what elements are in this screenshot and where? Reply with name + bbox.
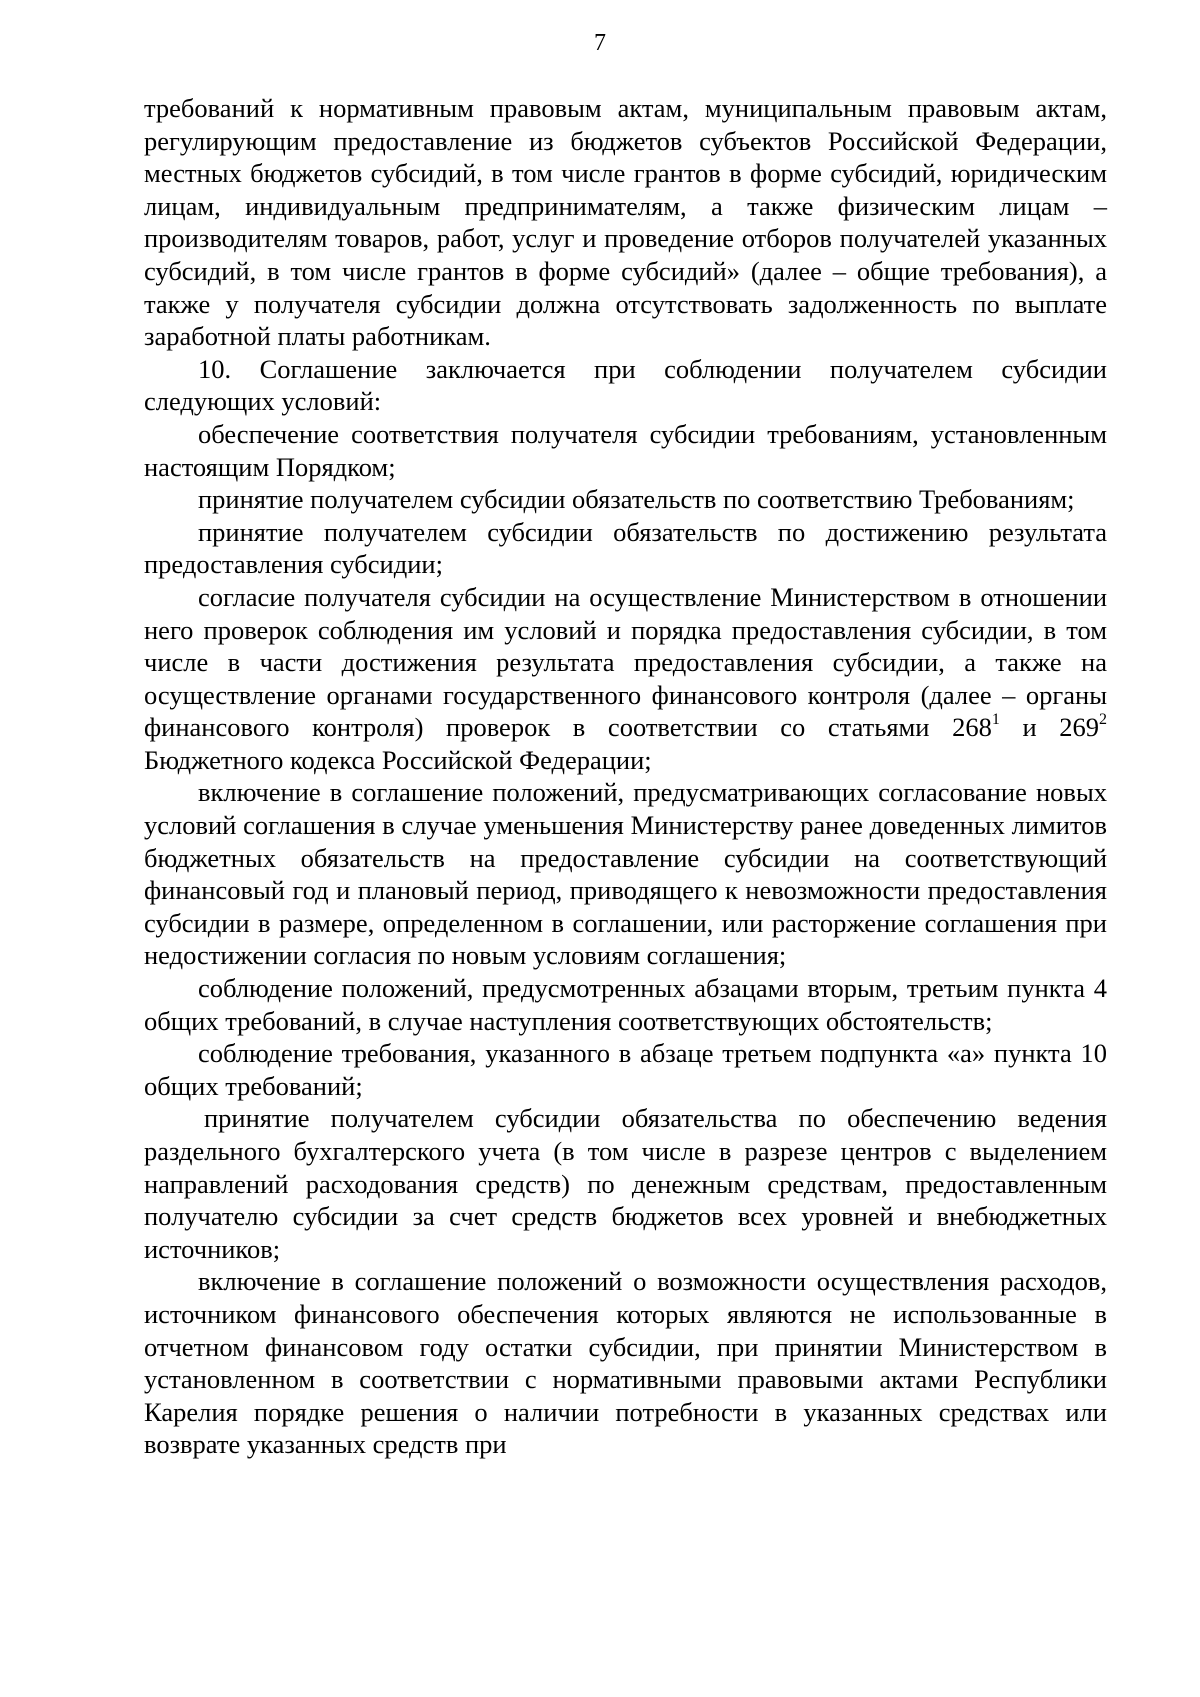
paragraph-condition-clause-10: соблюдение требования, указанного в абзаце третьем подпункта «а» пункта 10 общих требований; — [144, 1038, 1107, 1101]
page-number: 7 — [594, 30, 606, 56]
audit-consent-text: согласие получателя субсидии на осуществление Министерством в отношении него проверок соблюдения им условий и порядка предоставления субсидии, в том числе в части достижения результата предоставления субсидии, а также на осуществление органами государственного финансового контроля (далее – органы финансового контроля) проверок в соответствии со статьями 268 — [144, 581, 1107, 743]
paragraph-condition-audit-consent — [144, 581, 1107, 777]
paragraph-condition-result: принятие получателем субсидии обязательств по достижению результата предоставления субсидии; — [144, 516, 1107, 580]
superscript-2: 2 — [1099, 711, 1107, 729]
paragraph-condition-remaining-funds: включение в соглашение положений о возможности осуществления расходов, источником финансового обеспечения которых являются не использованные в отчетном финансовом году остатки субсидии, при принятии Министерством в установленном в соответствии с нормативными правовыми актами Республики Карелия порядке решения о наличии потребности в указанных средствах или возврате указанных средств при — [144, 1266, 1107, 1460]
paragraph-item-10: 10. Соглашение заключается при соблюдении получателем субсидии следующих условий: — [144, 353, 1107, 417]
document-body — [144, 92, 1107, 1461]
audit-consent-text-middle: и 269 — [999, 712, 1099, 743]
paragraph-condition-clause-4: соблюдение положений, предусмотренных абзацами вторым, третьим пункта 4 общих требований, в случае наступления соответствующих обстоятельств; — [144, 973, 1107, 1036]
audit-consent-text-end: Бюджетного кодекса Российской Федерации; — [144, 744, 652, 775]
paragraph-continuation: требований к нормативным правовым актам, муниципальным правовым актам, регулирующим предоставление из бюджетов субъектов Российской Федерации, местных бюджетов субсидий, в том числе грантов в форме субсидий, юридическим лицам, индивидуальным предпринимателям, а также физическим лицам – производителям товаров, работ, услуг и проведение отборов получателей указанных субсидий, в том числе грантов в форме субсидий» (далее – общие требования), а также у получателя субсидии должна отсутствовать задолженность по выплате заработной платы работникам. — [144, 93, 1107, 352]
superscript-1: 1 — [991, 711, 1000, 729]
paragraph-condition-requirements: принятие получателем субсидии обязательств по соответствию Требованиям; — [198, 484, 1075, 515]
paragraph-condition-new-terms: включение в соглашение положений, предусматривающих согласование новых условий соглашения в случае уменьшения Министерству ранее доведенных лимитов бюджетных обязательств на предоставление субсидии на соответствующий финансовый год и плановый период, приводящего к невозможности предоставления субсидии в размере, определенном в соглашении, или расторжение соглашения при недостижении согласия по новым условиям соглашения; — [144, 777, 1107, 971]
paragraph-condition-accounting: принятие получателем субсидии обязательства по обеспечению ведения раздельного бухгалтерского учета (в том числе в разрезе центров с выделением направлений расходования средств) по денежным средствам, предоставленным получателю субсидии за счет средств бюджетов всех уровней и внебюджетных источников; — [144, 1103, 1107, 1264]
paragraph-condition-compliance: обеспечение соответствия получателя субсидии требованиям, установленным настоящим Порядком; — [144, 418, 1107, 482]
